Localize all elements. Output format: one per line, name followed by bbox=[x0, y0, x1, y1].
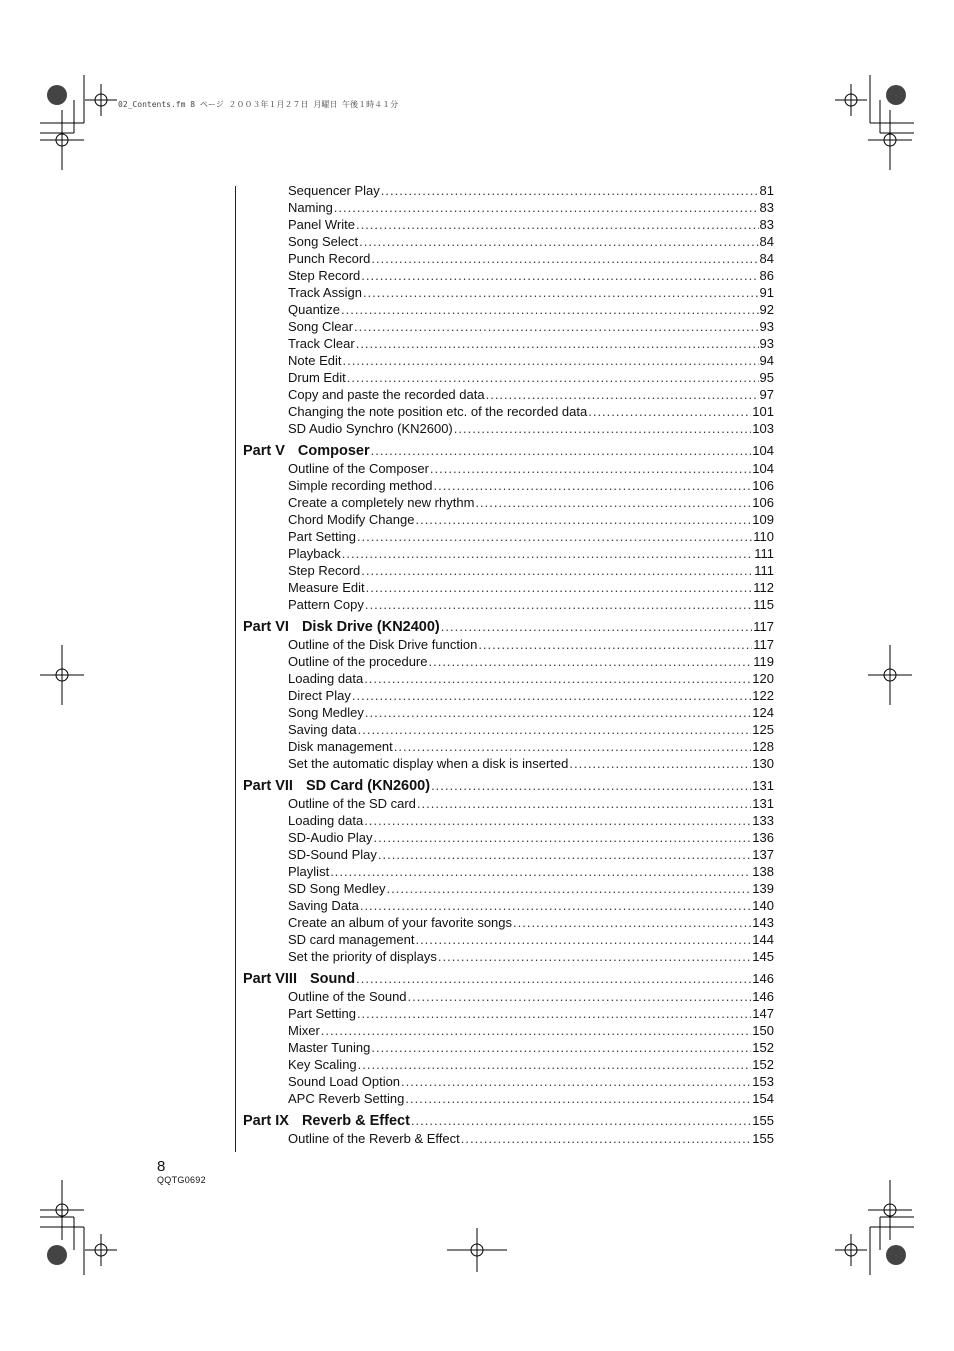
part-label: Part VIII bbox=[243, 971, 297, 987]
dot-leader bbox=[378, 846, 751, 863]
toc-entry-title: Song Medley bbox=[288, 705, 364, 720]
toc-entry-page: 150 bbox=[752, 1023, 774, 1038]
dot-leader bbox=[588, 403, 751, 420]
toc-entry-page: 93 bbox=[759, 319, 774, 334]
toc-entry[interactable] bbox=[243, 460, 774, 477]
toc-entry[interactable] bbox=[243, 897, 774, 914]
toc-entry-title: Track Assign bbox=[288, 285, 362, 300]
toc-entry-title: Set the priority of displays bbox=[288, 949, 437, 964]
dot-leader bbox=[438, 948, 751, 965]
toc-entry-page: 152 bbox=[752, 1040, 774, 1055]
part-title: Disk Drive (KN2400) bbox=[301, 619, 440, 635]
toc-entry[interactable] bbox=[243, 233, 774, 250]
dot-leader bbox=[321, 1022, 752, 1039]
dot-leader bbox=[374, 829, 752, 846]
dot-leader bbox=[478, 636, 752, 653]
toc-entry-title: Create an album of your favorite songs bbox=[288, 915, 513, 930]
toc-entry[interactable] bbox=[243, 721, 774, 738]
toc-entry[interactable] bbox=[243, 250, 774, 267]
margin-rule bbox=[235, 186, 236, 1152]
toc-entry-page: 143 bbox=[752, 915, 774, 930]
dot-leader bbox=[358, 1056, 752, 1073]
dot-leader bbox=[365, 596, 752, 613]
dot-leader bbox=[441, 618, 753, 636]
toc-entry-page: 84 bbox=[759, 234, 774, 249]
toc-entry-page: 125 bbox=[752, 722, 774, 737]
dot-leader bbox=[334, 199, 759, 216]
toc-entry-page: 124 bbox=[752, 705, 774, 720]
toc-entry[interactable] bbox=[243, 494, 774, 511]
toc-entry-page: 128 bbox=[752, 739, 774, 754]
toc-entry-title: SD Audio Synchro (KN2600) bbox=[288, 421, 453, 436]
toc-entry-title: APC Reverb Setting bbox=[288, 1091, 405, 1106]
toc-entry-page: 95 bbox=[759, 370, 774, 385]
toc-entry-title: Sequencer Play bbox=[288, 183, 380, 198]
toc-entry-page: 119 bbox=[753, 654, 774, 669]
toc-entry-page: 155 bbox=[752, 1131, 774, 1146]
toc-entry[interactable] bbox=[243, 1022, 774, 1039]
dot-leader bbox=[371, 250, 758, 267]
toc-entry[interactable] bbox=[243, 216, 774, 233]
part-page: 131 bbox=[752, 778, 774, 793]
toc-entry-page: 91 bbox=[759, 285, 774, 300]
toc-entry-title: Note Edit bbox=[288, 353, 342, 368]
toc-entry-page: 109 bbox=[752, 512, 774, 527]
toc-entry-title: Step Record bbox=[288, 563, 361, 578]
toc-entry[interactable] bbox=[243, 335, 774, 352]
toc-entry[interactable] bbox=[243, 1056, 774, 1073]
dot-leader bbox=[371, 1039, 751, 1056]
dot-leader bbox=[401, 1073, 751, 1090]
toc-entry[interactable] bbox=[243, 545, 774, 562]
dot-leader bbox=[347, 369, 759, 386]
toc-entry[interactable] bbox=[243, 301, 774, 318]
toc-entry-page: 152 bbox=[752, 1057, 774, 1072]
toc-entry-page: 110 bbox=[753, 529, 774, 544]
toc-entry-page: 144 bbox=[752, 932, 774, 947]
toc-entry[interactable] bbox=[243, 352, 774, 369]
toc-entry-page: 115 bbox=[753, 597, 774, 612]
part-title: SD Card (KN2600) bbox=[305, 778, 431, 794]
part-heading[interactable] bbox=[243, 618, 774, 636]
toc-entry-title: Pattern Copy bbox=[288, 597, 364, 612]
model-code: QQTG0692 bbox=[157, 1175, 206, 1185]
toc-entry[interactable] bbox=[243, 511, 774, 528]
dot-leader bbox=[364, 670, 751, 687]
toc-entry[interactable] bbox=[243, 636, 774, 653]
dot-leader bbox=[361, 267, 758, 284]
toc-entry-page: 133 bbox=[752, 813, 774, 828]
toc-entry-page: 117 bbox=[753, 637, 774, 652]
dot-leader bbox=[330, 863, 751, 880]
toc-entry-title: Outline of the Disk Drive function bbox=[288, 637, 478, 652]
dot-leader bbox=[387, 880, 752, 897]
toc-entry[interactable] bbox=[243, 199, 774, 216]
toc-entry[interactable] bbox=[243, 812, 774, 829]
toc-entry-title: Part Setting bbox=[288, 1006, 356, 1021]
toc-entry-page: 136 bbox=[752, 830, 774, 845]
toc-entry-page: 84 bbox=[759, 251, 774, 266]
toc-entry[interactable] bbox=[243, 1039, 774, 1056]
toc-entry-page: 97 bbox=[759, 387, 774, 402]
toc-entry[interactable] bbox=[243, 386, 774, 403]
toc-entry[interactable] bbox=[243, 1073, 774, 1090]
toc-entry-title: Panel Write bbox=[288, 217, 355, 232]
toc-entry-title: Simple recording method bbox=[288, 478, 433, 493]
dot-leader bbox=[475, 494, 751, 511]
dot-leader bbox=[342, 545, 753, 562]
toc-entry-title: Song Clear bbox=[288, 319, 354, 334]
toc-entry-title: Quantize bbox=[288, 302, 341, 317]
toc-entry[interactable] bbox=[243, 369, 774, 386]
dot-leader bbox=[405, 1090, 751, 1107]
toc-entry-title: Changing the note position etc. of the recorded data bbox=[288, 404, 588, 419]
toc-entry-page: 83 bbox=[759, 200, 774, 215]
toc-entry-title: Outline of the procedure bbox=[288, 654, 428, 669]
toc-entry-title: Saving Data bbox=[288, 898, 359, 913]
toc-parts bbox=[243, 442, 774, 1147]
part-title: Reverb & Effect bbox=[301, 1113, 410, 1129]
toc-entry-title: SD-Audio Play bbox=[288, 830, 373, 845]
dot-leader bbox=[417, 795, 751, 812]
toc-entry-page: 94 bbox=[759, 353, 774, 368]
toc-entry[interactable] bbox=[243, 846, 774, 863]
toc-entry-page: 92 bbox=[759, 302, 774, 317]
toc-entry-page: 137 bbox=[752, 847, 774, 862]
dot-leader bbox=[361, 562, 753, 579]
dot-leader bbox=[356, 335, 759, 352]
toc-entry-title: Outline of the Sound bbox=[288, 989, 407, 1004]
dot-leader bbox=[415, 931, 751, 948]
toc-entry-page: 83 bbox=[759, 217, 774, 232]
part-page: 104 bbox=[752, 443, 774, 458]
toc-entry-page: 138 bbox=[752, 864, 774, 879]
toc-entry-title: Drum Edit bbox=[288, 370, 346, 385]
toc-entry-title: Naming bbox=[288, 200, 333, 215]
toc-entry-title: Disk management bbox=[288, 739, 393, 754]
continued-entries bbox=[243, 182, 774, 437]
toc-entry[interactable] bbox=[243, 596, 774, 613]
dot-leader bbox=[461, 1130, 752, 1147]
toc-entry[interactable] bbox=[243, 795, 774, 812]
toc-entry[interactable] bbox=[243, 562, 774, 579]
toc-entry-title: Copy and paste the recorded data bbox=[288, 387, 485, 402]
toc-entry[interactable] bbox=[243, 1005, 774, 1022]
toc-entry-title: Punch Record bbox=[288, 251, 371, 266]
toc-entry[interactable] bbox=[243, 1130, 774, 1147]
dot-leader bbox=[415, 511, 751, 528]
part-heading[interactable] bbox=[243, 1112, 774, 1130]
part-title: Sound bbox=[310, 971, 356, 987]
dot-leader bbox=[357, 1005, 751, 1022]
toc-entry-title: Sound Load Option bbox=[288, 1074, 401, 1089]
toc-entry-page: 81 bbox=[759, 183, 774, 198]
toc-entry-page: 104 bbox=[752, 461, 774, 476]
toc-entry[interactable] bbox=[243, 914, 774, 931]
part-page: 117 bbox=[753, 619, 774, 634]
toc-entry-page: 106 bbox=[752, 495, 774, 510]
dot-leader bbox=[569, 755, 751, 772]
toc-entry-page: 154 bbox=[752, 1091, 774, 1106]
dot-leader bbox=[513, 914, 751, 931]
toc-entry[interactable] bbox=[243, 687, 774, 704]
toc-entry-title: Measure Edit bbox=[288, 580, 365, 595]
toc-entry-title: Loading data bbox=[288, 813, 364, 828]
toc-entry-title: Saving data bbox=[288, 722, 357, 737]
dot-leader bbox=[364, 812, 751, 829]
toc-entry-page: 146 bbox=[752, 989, 774, 1004]
dot-leader bbox=[430, 460, 751, 477]
part-page: 146 bbox=[752, 971, 774, 986]
toc-entry[interactable] bbox=[243, 420, 774, 437]
part-heading[interactable] bbox=[243, 970, 774, 988]
part-title: Composer bbox=[297, 443, 370, 459]
toc-entry[interactable] bbox=[243, 403, 774, 420]
toc-entry-title: Song Select bbox=[288, 234, 359, 249]
part-label: Part VI bbox=[243, 619, 289, 635]
toc-entry-title: Playlist bbox=[288, 864, 330, 879]
toc-entry[interactable] bbox=[243, 829, 774, 846]
toc-entry-title: Chord Modify Change bbox=[288, 512, 415, 527]
toc-entry-title: Outline of the SD card bbox=[288, 796, 416, 811]
page-number: 8 bbox=[157, 1158, 166, 1175]
dot-leader bbox=[358, 721, 752, 738]
dot-leader bbox=[428, 653, 752, 670]
toc-entry-title: Step Record bbox=[288, 268, 361, 283]
toc-entry[interactable] bbox=[243, 477, 774, 494]
toc-entry-page: 122 bbox=[752, 688, 774, 703]
toc-entry[interactable] bbox=[243, 863, 774, 880]
toc-entry[interactable] bbox=[243, 528, 774, 545]
dot-leader bbox=[356, 216, 759, 233]
dot-leader bbox=[359, 233, 758, 250]
toc-entry[interactable] bbox=[243, 948, 774, 965]
dot-leader bbox=[381, 182, 759, 199]
toc-entry-page: 145 bbox=[752, 949, 774, 964]
dot-leader bbox=[408, 988, 752, 1005]
toc-entry-title: Direct Play bbox=[288, 688, 351, 703]
toc-entry-title: Set the automatic display when a disk is inserted bbox=[288, 756, 569, 771]
toc-entry[interactable] bbox=[243, 1090, 774, 1107]
toc-entry-page: 93 bbox=[759, 336, 774, 351]
dot-leader bbox=[354, 318, 758, 335]
toc-entry-page: 130 bbox=[752, 756, 774, 771]
toc-entry[interactable] bbox=[243, 284, 774, 301]
toc-entry-title: SD-Sound Play bbox=[288, 847, 377, 862]
toc-entry-title: Master Tuning bbox=[288, 1040, 371, 1055]
toc-entry-page: 120 bbox=[752, 671, 774, 686]
toc-entry-page: 147 bbox=[752, 1006, 774, 1021]
toc-entry-page: 106 bbox=[752, 478, 774, 493]
dot-leader bbox=[411, 1112, 751, 1130]
dot-leader bbox=[371, 442, 752, 460]
toc-entry[interactable] bbox=[243, 653, 774, 670]
dot-leader bbox=[486, 386, 759, 403]
dot-leader bbox=[357, 528, 752, 545]
toc-entry-page: 111 bbox=[754, 563, 774, 578]
toc-entry[interactable] bbox=[243, 880, 774, 897]
part-heading[interactable] bbox=[243, 777, 774, 795]
toc-entry-page: 112 bbox=[753, 580, 774, 595]
toc-entry-title: Key Scaling bbox=[288, 1057, 357, 1072]
toc-entry-title: Playback bbox=[288, 546, 341, 561]
dot-leader bbox=[341, 301, 758, 318]
dot-leader bbox=[431, 777, 751, 795]
toc-entry-title: Outline of the Composer bbox=[288, 461, 429, 476]
toc-entry[interactable] bbox=[243, 318, 774, 335]
toc-entry[interactable] bbox=[243, 704, 774, 721]
dot-leader bbox=[454, 420, 752, 437]
part-heading[interactable] bbox=[243, 442, 774, 460]
toc-entry[interactable] bbox=[243, 182, 774, 199]
part-page: 155 bbox=[752, 1113, 774, 1128]
toc-entry-page: 86 bbox=[759, 268, 774, 283]
print-header: 02_Contents.fm 8 ページ ２００３年１月２７日 月曜日 午後１時４１分 bbox=[118, 100, 399, 109]
dot-leader bbox=[342, 352, 758, 369]
dot-leader bbox=[363, 284, 759, 301]
toc-entry-page: 103 bbox=[752, 421, 774, 436]
toc-entry-title: Track Clear bbox=[288, 336, 355, 351]
part-label: Part VII bbox=[243, 778, 293, 794]
toc-entry[interactable] bbox=[243, 738, 774, 755]
toc-entry-title: Loading data bbox=[288, 671, 364, 686]
toc-entry-page: 139 bbox=[752, 881, 774, 896]
dot-leader bbox=[434, 477, 752, 494]
toc-entry[interactable] bbox=[243, 670, 774, 687]
part-label: Part V bbox=[243, 443, 285, 459]
part-label: Part IX bbox=[243, 1113, 289, 1129]
toc-entry[interactable] bbox=[243, 931, 774, 948]
table-of-contents bbox=[243, 182, 774, 1147]
toc-entry-page: 101 bbox=[752, 404, 774, 419]
toc-entry-page: 111 bbox=[754, 546, 774, 561]
toc-entry-page: 153 bbox=[752, 1074, 774, 1089]
toc-entry[interactable] bbox=[243, 988, 774, 1005]
toc-entry-page: 131 bbox=[752, 796, 774, 811]
dot-leader bbox=[394, 738, 752, 755]
toc-entry-title: SD card management bbox=[288, 932, 415, 947]
toc-entry[interactable] bbox=[243, 267, 774, 284]
toc-entry[interactable] bbox=[243, 755, 774, 772]
toc-entry[interactable] bbox=[243, 579, 774, 596]
dot-leader bbox=[365, 704, 751, 721]
dot-leader bbox=[356, 970, 751, 988]
dot-leader bbox=[352, 687, 751, 704]
toc-entry-title: Mixer bbox=[288, 1023, 320, 1038]
toc-entry-title: SD Song Medley bbox=[288, 881, 386, 896]
toc-entry-page: 140 bbox=[752, 898, 774, 913]
toc-entry-title: Create a completely new rhythm bbox=[288, 495, 475, 510]
dot-leader bbox=[366, 579, 753, 596]
toc-entry-title: Part Setting bbox=[288, 529, 356, 544]
toc-entry-title: Outline of the Reverb & Effect bbox=[288, 1131, 460, 1146]
dot-leader bbox=[360, 897, 751, 914]
